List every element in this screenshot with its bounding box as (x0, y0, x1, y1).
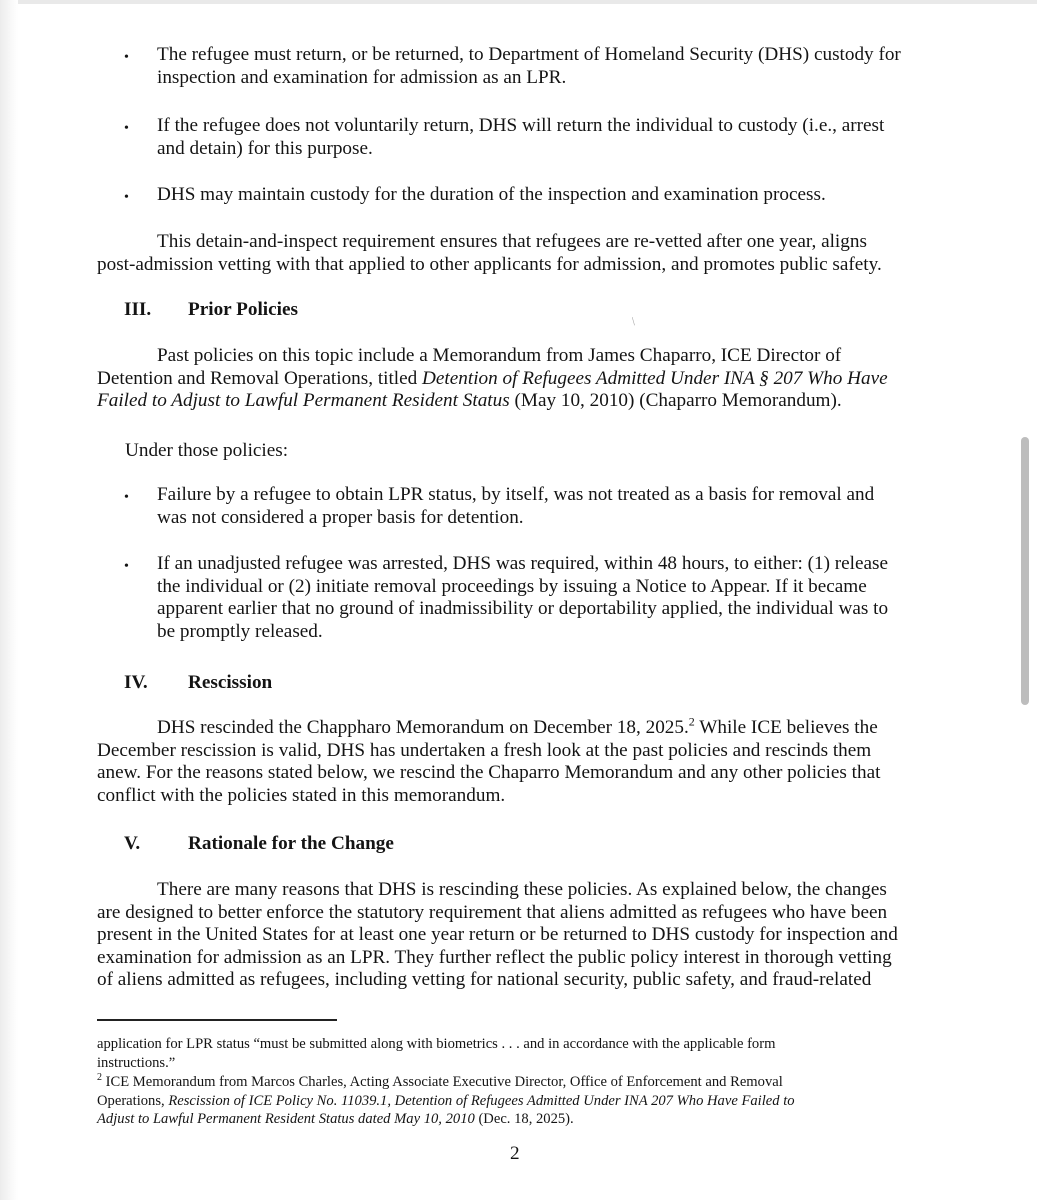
text-line: If the refugee does not voluntarily return, DHS will return the individual to custody (i.e., arrest (157, 115, 885, 136)
text-run: (May 10, 2010) (Chaparro Memorandum). (509, 390, 842, 411)
text-line (97, 1110, 795, 1129)
footnote-separator (97, 1019, 337, 1021)
bullet-involuntary-return (157, 115, 884, 160)
section-number: V. (124, 833, 141, 854)
text-run: Operations, (97, 1092, 169, 1109)
text-line: be promptly released. (157, 620, 323, 642)
section-heading-rationale (124, 833, 394, 856)
text-line: inspection and examination for admission as an LPR. (157, 66, 567, 88)
section-number: III. (124, 299, 152, 320)
bullet-return-to-custody (157, 44, 901, 89)
bullet-dot: • (124, 490, 129, 505)
bullet-dot: • (124, 121, 129, 136)
text-line: present in the United States for at least one year return or be returned to DHS custody for inspection and (97, 924, 898, 945)
paragraph-past-policies (97, 345, 888, 413)
section-title: Rescission (188, 672, 273, 693)
page-top-edge (0, 0, 1037, 4)
footnote-2 (97, 1073, 795, 1129)
section-title: Rationale for the Change (188, 833, 394, 854)
text-line: anew. For the reasons stated below, we rescind the Chaparro Memorandum and any other policies that (97, 762, 881, 783)
paragraph-rescission (97, 714, 881, 807)
memo-title-italic: Detention of Refugees Admitted Under INA § 207 Who Have (422, 367, 888, 389)
text-line: was not considered a proper basis for detention. (157, 506, 524, 528)
under-those-policies: Under those policies: (125, 440, 289, 461)
section-heading-rescission (124, 672, 272, 695)
text-line: conflict with the policies stated in this memorandum. (97, 784, 506, 806)
text-line: Failure by a refugee to obtain LPR status, by itself, was not treated as a basis for removal and (157, 484, 875, 505)
text-line: examination for admission as an LPR. They further reflect the public policy interest in thorough vetting (97, 946, 892, 968)
stray-scan-mark: / (628, 314, 639, 328)
paragraph-rationale (97, 879, 898, 992)
paragraph-detain-inspect (97, 231, 882, 276)
footnote-ref: 2 (688, 714, 695, 729)
footnote-mark: 2 (97, 1072, 102, 1084)
section-title: Prior Policies (188, 299, 298, 320)
text-line: the individual or (2) initiate removal proceedings by issuing a Notice to Appear. If it became (157, 575, 867, 597)
bullet-dot: • (124, 50, 129, 65)
page-left-shadow (0, 0, 18, 1200)
text-line (97, 390, 888, 413)
text-line: are designed to better enforce the statutory requirement that aliens admitted as refugees who have been (97, 901, 888, 923)
text-line: of aliens admitted as refugees, including vetting for national security, public safety, and fraud-related (97, 969, 872, 990)
bullet-dot: • (124, 559, 129, 574)
text-line: application for LPR status “must be submitted along with biometrics . . . and in accordance with the applicable form (97, 1036, 776, 1052)
section-heading-prior-policies (124, 299, 298, 322)
bullet-dot: • (124, 190, 129, 205)
text-run: DHS rescinded the Chappharo Memorandum on December 18, 2025. (157, 717, 689, 738)
memo-title-italic: Adjust to Lawful Permanent Resident Status dated May 10, 2010 (97, 1111, 475, 1127)
text-line: apparent earlier that no ground of inadmissibility or deportability applied, the individual was to (157, 598, 889, 619)
text-run: Detention and Removal Operations, titled (97, 367, 423, 389)
text-line (97, 368, 888, 391)
footnote-continuation (97, 1035, 775, 1072)
text-line: The refugee must return, or be returned, to Department of Homeland Security (DHS) custody for (157, 44, 901, 65)
text-line: There are many reasons that DHS is rescinding these policies. As explained below, the changes (157, 879, 887, 900)
text-line: Past policies on this topic include a Memorandum from James Chaparro, ICE Director of (157, 345, 842, 366)
bullet-maintain-custody (157, 184, 826, 207)
text-line (97, 714, 880, 740)
page-number: 2 (510, 1143, 520, 1164)
text-line: post-admission vetting with that applied to other applicants for admission, and promotes public safety. (97, 253, 882, 275)
memo-title-italic: Rescission of ICE Policy No. 11039.1, Detention of Refugees Admitted Under INA 207 Who Have Failed to (168, 1092, 795, 1109)
text-line (97, 1073, 795, 1092)
text-run: While ICE believes the (694, 717, 878, 738)
section-number: IV. (124, 672, 148, 693)
text-line: If an unadjusted refugee was arrested, DHS was required, within 48 hours, to either: (1) release (157, 553, 889, 574)
bullet-unadjusted-arrest (157, 553, 888, 643)
text-line: DHS may maintain custody for the duration of the inspection and examination process. (157, 184, 826, 205)
text-line: and detain) for this purpose. (157, 137, 373, 159)
text-line (97, 1092, 795, 1111)
text-line: This detain-and-inspect requirement ensures that refugees are re-vetted after one year, aligns (157, 231, 867, 252)
text-run: ICE Memorandum from Marcos Charles, Acting Associate Executive Director, Office of Enforcement and Removal (102, 1074, 783, 1090)
text-run: (Dec. 18, 2025). (474, 1111, 574, 1127)
text-line: instructions.” (97, 1054, 176, 1071)
memo-title-italic: Failed to Adjust to Lawful Permanent Resident Status (97, 390, 510, 411)
bullet-failure-lpr (157, 484, 874, 529)
text-line: December rescission is valid, DHS has undertaken a fresh look at the past policies and rescinds them (97, 739, 872, 761)
vertical-scrollbar-thumb[interactable] (1021, 437, 1029, 705)
